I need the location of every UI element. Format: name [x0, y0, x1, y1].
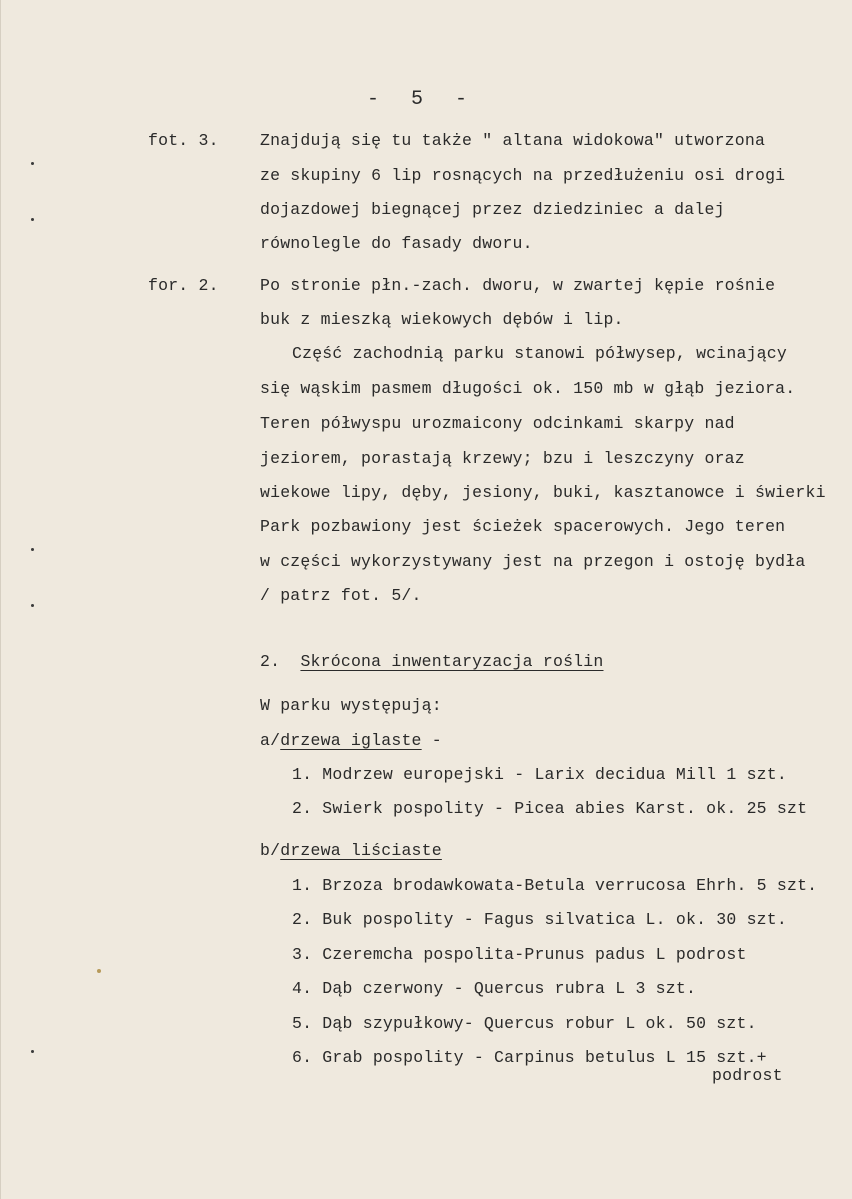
- margin-speck: [31, 1050, 34, 1053]
- group-b-heading: [260, 843, 442, 860]
- paragraph-line: się wąskim pasmem długości ok. 150 mb w głąb jeziora.: [260, 379, 796, 398]
- margin-speck: [31, 162, 34, 165]
- paragraph-line: Część zachodnią parku stanowi półwysep, wcinający: [292, 344, 787, 363]
- paragraph-line: w części wykorzystywany jest na przegon i ostoję bydła: [260, 552, 806, 571]
- group-b-prefix: b/: [260, 841, 281, 860]
- paragraph-line: ze skupiny 6 lip rosnących na przedłużeniu osi drogi: [260, 166, 786, 185]
- paragraph-line: Znajdują się tu także " altana widokowa" utworzona: [260, 131, 766, 150]
- margin-note-photo-3: fot. 3.: [148, 131, 219, 150]
- list-item: 1. Modrzew europejski - Larix decidua Mill 1 szt.: [292, 765, 787, 784]
- intro-line: W parku występują:: [260, 696, 442, 715]
- margin-speck: [31, 548, 34, 551]
- margin-speck: [31, 604, 34, 607]
- paragraph-line: Park pozbawiony jest ścieżek spacerowych. Jego teren: [260, 517, 786, 536]
- list-item: 4. Dąb czerwony - Quercus rubra L 3 szt.: [292, 979, 697, 998]
- group-b-label: drzewa liściaste: [280, 841, 442, 860]
- group-a-heading: [260, 733, 442, 750]
- page-number: - 5 -: [367, 88, 478, 111]
- section-heading: [260, 654, 604, 671]
- list-item: 2. Swierk pospolity - Picea abies Karst. ok. 25 szt: [292, 799, 808, 818]
- paragraph-line: równolegle do fasady dworu.: [260, 234, 533, 253]
- paragraph-line: dojazdowej biegnącej przez dziedziniec a dalej: [260, 200, 725, 219]
- group-a-suffix: -: [421, 731, 442, 750]
- paragraph-line: / patrz fot. 5/.: [260, 586, 422, 605]
- paragraph-line: jeziorem, porastają krzewy; bzu i leszczyny oraz: [260, 449, 745, 468]
- paragraph-line: Teren półwyspu urozmaicony odcinkami skarpy nad: [260, 414, 735, 433]
- list-item-continuation: podrost: [712, 1066, 783, 1085]
- section-title: Skrócona inwentaryzacja roślin: [300, 652, 604, 671]
- margin-note-photo-2: for. 2.: [148, 276, 219, 295]
- paragraph-line: wiekowe lipy, dęby, jesiony, buki, kasztanowce i świerki: [260, 483, 826, 502]
- list-item: 6. Grab pospolity - Carpinus betulus L 15 szt.+: [292, 1048, 767, 1067]
- group-a-label: drzewa iglaste: [280, 731, 422, 750]
- list-item: 1. Brzoza brodawkowata-Betula verrucosa Ehrh. 5 szt.: [292, 876, 818, 895]
- list-item: 2. Buk pospolity - Fagus silvatica L. ok. 30 szt.: [292, 910, 787, 929]
- paragraph-line: buk z mieszką wiekowych dębów i lip.: [260, 310, 624, 329]
- section-number: 2.: [260, 652, 281, 671]
- list-item: 3. Czeremcha pospolita-Prunus padus L podrost: [292, 945, 747, 964]
- list-item: 5. Dąb szypułkowy- Quercus robur L ok. 50 szt.: [292, 1014, 757, 1033]
- group-a-prefix: a/: [260, 731, 281, 750]
- margin-speck: [31, 218, 34, 221]
- paragraph-line: Po stronie płn.-zach. dworu, w zwartej kępie rośnie: [260, 276, 776, 295]
- paper-stain: [97, 969, 101, 973]
